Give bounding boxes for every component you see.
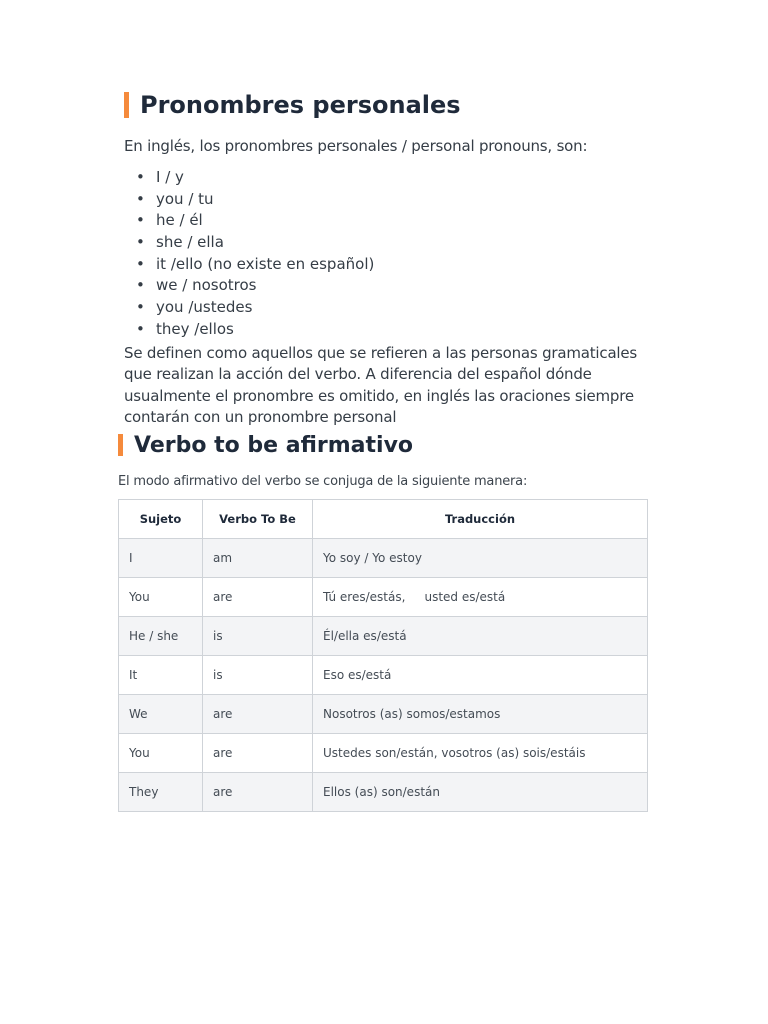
table-cell: are [203,695,313,734]
list-item [136,232,684,254]
table-cell: He / she [119,617,203,656]
bullet-icon: • [136,233,145,252]
table-cell: Él/ella es/está [313,617,648,656]
bullet-icon: • [136,211,145,230]
table-cell: We [119,695,203,734]
table-row [119,578,648,617]
list-item [136,297,684,319]
description-paragraph: Se definen como aquellos que se refieren a las personas gramaticales que realizan la acción del verbo. A diferencia del español dónde usualmente el pronombre es omitido, en inglés las oraciones siempre contarán con un pronombre personal [124,343,638,426]
section-pronombres [124,88,684,429]
list-item-text: it /ello (no existe en español) [156,254,375,273]
table-row [119,773,648,812]
table-cell: They [119,773,203,812]
bullet-icon: • [136,276,145,295]
intro-text: El modo afirmativo del verbo se conjuga de la siguiente manera: [118,474,528,489]
table-cell: are [203,578,313,617]
table-cell: Nosotros (as) somos/estamos [313,695,648,734]
table-cell: Ellos (as) son/están [313,773,648,812]
bullet-icon: • [136,168,145,186]
table-cell: You [119,578,203,617]
table-row [119,695,648,734]
bullet-icon: • [136,189,145,208]
table-cell: are [203,734,313,773]
bullet-icon: • [136,298,145,317]
column-header: Verbo To Be [203,500,313,539]
list-item-text: they /ellos [156,319,234,338]
table-cell: Eso es/está [313,656,648,695]
pronoun-list [124,167,684,341]
table-cell: It [119,656,203,695]
heading-text: Pronombres personales [140,91,461,119]
table-row [119,734,648,773]
heading-text: Verbo to be afirmativo [134,432,414,458]
list-item-text: she / ella [156,233,224,252]
list-item-text: you /ustedes [156,298,253,317]
table-row [119,656,648,695]
list-item-text: I / y [156,168,184,186]
accent-bar [118,434,123,456]
table-cell: am [203,539,313,578]
list-item [136,275,684,297]
table-cell: You [119,734,203,773]
bullet-icon: • [136,319,145,338]
list-item [136,210,684,232]
list-item-text: you / tu [156,189,214,208]
intro-text: En inglés, los pronombres personales / personal pronouns, son: [124,137,588,155]
section-heading [118,430,658,460]
table-cell: Ustedes son/están, vosotros (as) sois/estáis [313,734,648,773]
list-item [136,319,684,341]
bullet-icon: • [136,254,145,273]
table-cell: is [203,617,313,656]
section-heading [124,88,684,122]
section-verbo-to-be [118,430,658,489]
table-header-row [119,500,648,539]
conjugation-table [118,499,648,812]
column-header: Traducción [313,500,648,539]
column-header: Sujeto [119,500,203,539]
list-item-text: we / nosotros [156,276,257,295]
list-item [136,167,684,189]
list-item [136,189,684,211]
table-cell: I [119,539,203,578]
table-cell: Yo soy / Yo estoy [313,539,648,578]
table-row [119,617,648,656]
table-cell: is [203,656,313,695]
table-row [119,539,648,578]
table-cell: Tú eres/estás, usted es/está [313,578,648,617]
list-item [136,254,684,276]
list-item-text: he / él [156,211,203,230]
table-cell: are [203,773,313,812]
accent-bar [124,92,129,118]
